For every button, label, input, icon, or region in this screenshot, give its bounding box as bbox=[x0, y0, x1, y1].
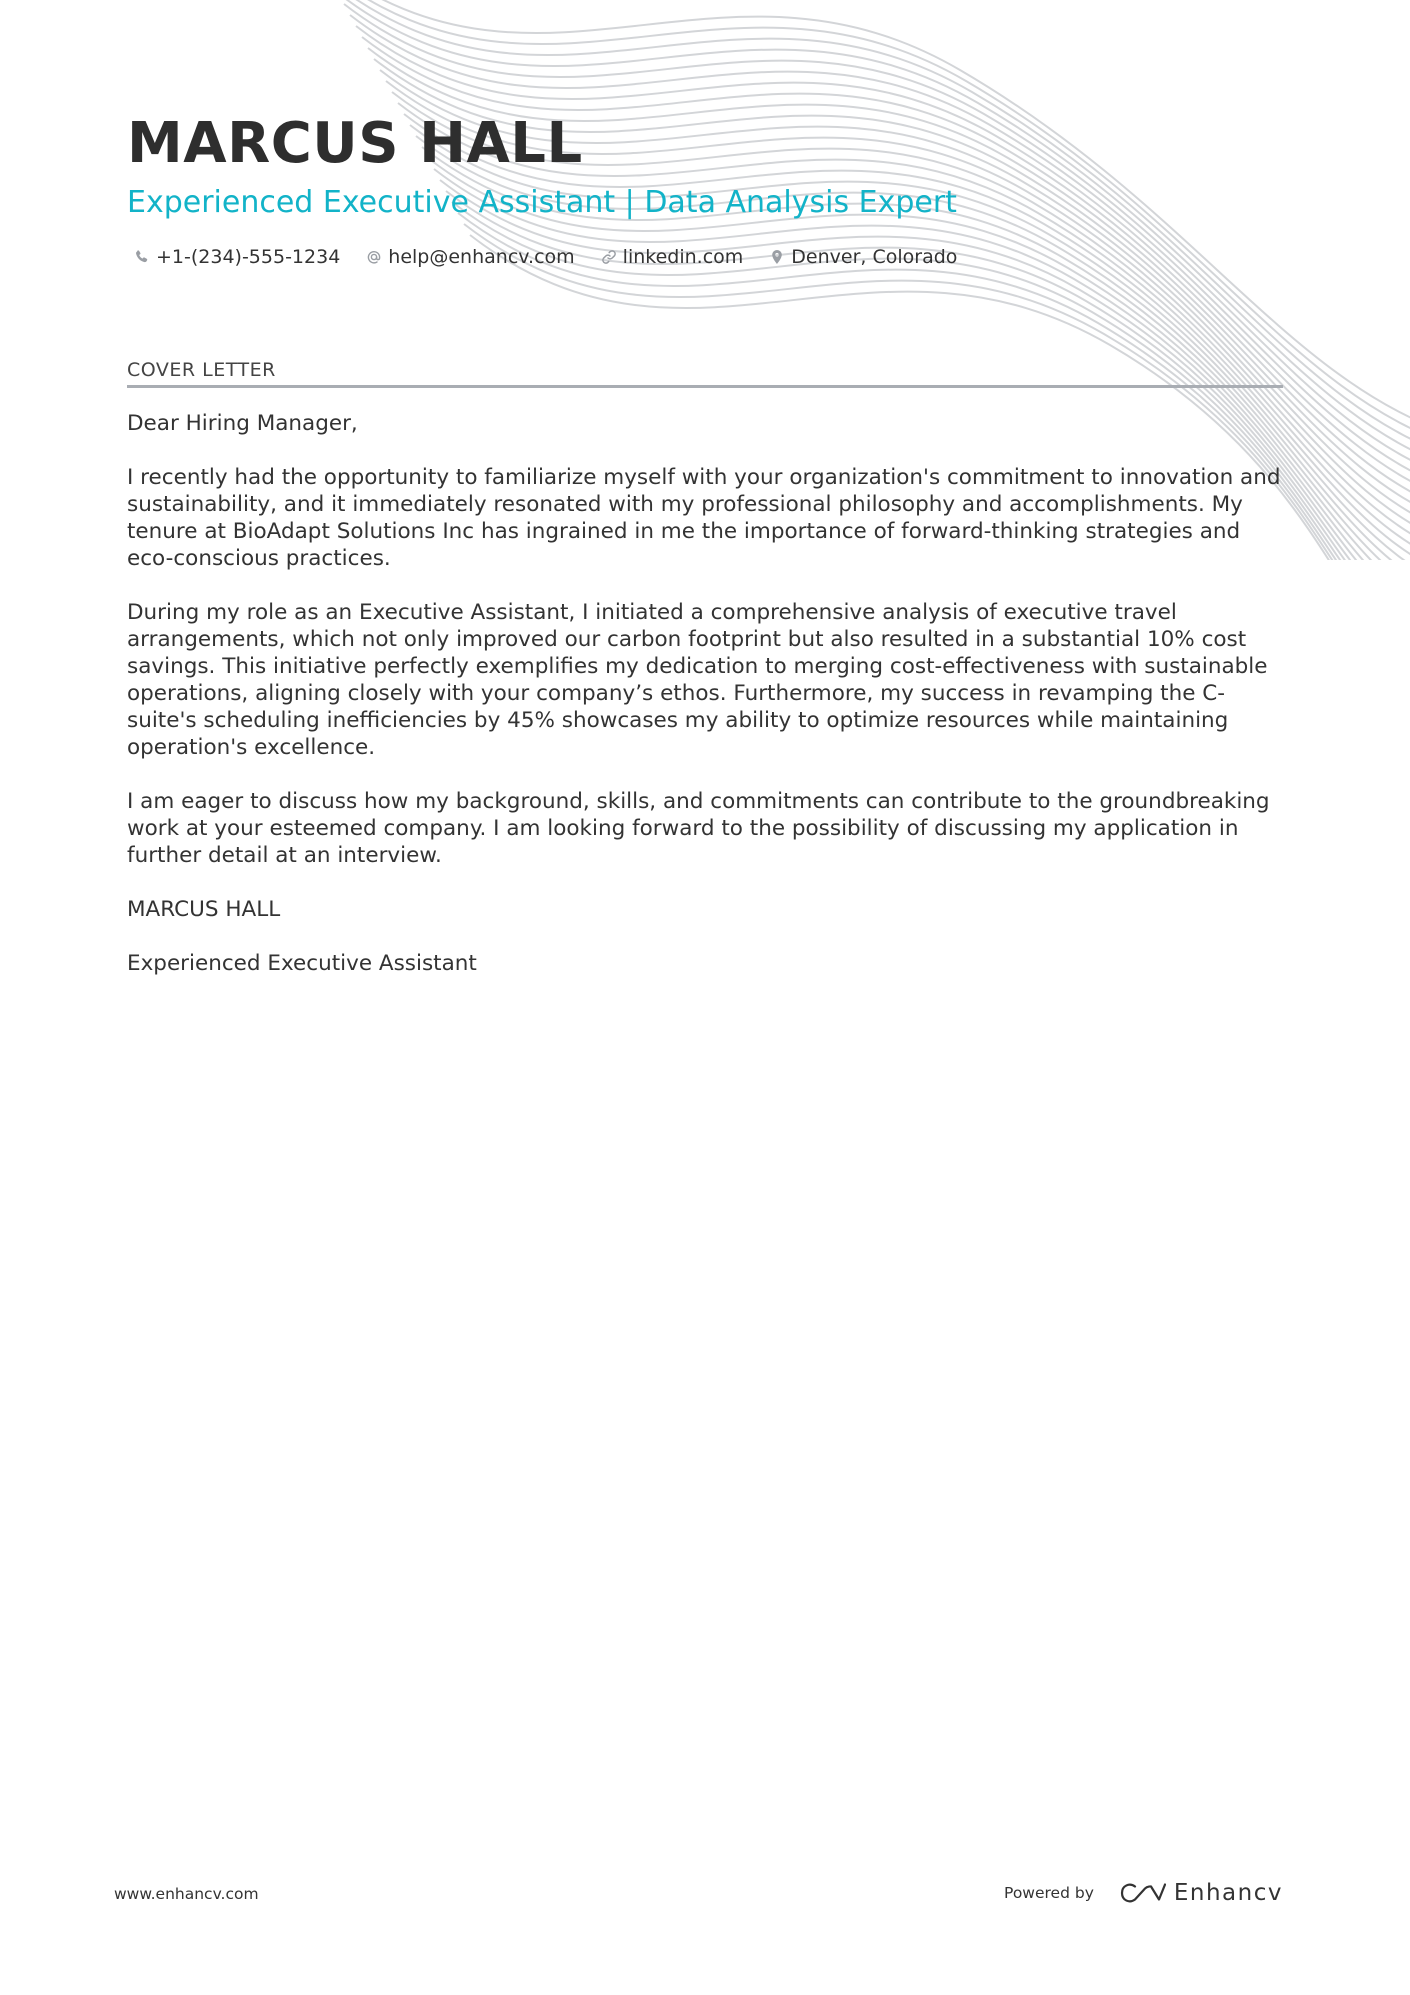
enhancv-logo[interactable] bbox=[1120, 1880, 1283, 1906]
enhancv-logo-icon bbox=[1120, 1881, 1166, 1905]
wave-line bbox=[338, 0, 1410, 473]
letter-greeting: Dear Hiring Manager, bbox=[127, 411, 358, 436]
contact-linkedin[interactable] bbox=[601, 246, 744, 268]
location-text: Denver, Colorado bbox=[791, 246, 958, 268]
wave-line bbox=[332, 0, 1410, 462]
letter-paragraph: I recently had the opportunity to familiarize myself with your organization's commitment to innovation and sustainability, and it immediately resonated with my professional philosophy and accomplishments. My tenure at BioAdapt Solutions Inc has ingrained in me the importance of forward-thinking strategies and eco-conscious practices. bbox=[127, 465, 1281, 571]
powered-by-label: Powered by bbox=[1004, 1884, 1094, 1902]
candidate-name: MARCUS HALL bbox=[127, 111, 583, 176]
link-icon bbox=[601, 249, 617, 265]
signature-title: Experienced Executive Assistant bbox=[127, 951, 477, 976]
contact-info bbox=[134, 242, 983, 272]
signature-name: MARCUS HALL bbox=[127, 897, 281, 922]
section-title-cover-letter: COVER LETTER bbox=[127, 357, 1283, 388]
candidate-headline: Experienced Executive Assistant | Data Analysis Expert bbox=[127, 185, 957, 220]
letter-paragraph: During my role as an Executive Assistant, I initiated a comprehensive analysis of executive travel arrangements, which not only improved our carbon footprint but also resulted in a substantial 10% cost savings. This initiative perfectly exemplifies my dedication to merging cost-effectiveness with sustainable operations, aligning closely with your company’s ethos. Furthermore, my success in revamping the C-suite's scheduling inefficiencies by 45% showcases my ability to optimize resources while maintaining operation's excellence. bbox=[127, 600, 1268, 760]
contact-location bbox=[769, 246, 957, 268]
linkedin-text: linkedin.com bbox=[622, 246, 744, 268]
footer-branding bbox=[1004, 1877, 1283, 1909]
phone-icon bbox=[134, 249, 150, 265]
letter-body bbox=[127, 410, 1287, 1004]
location-pin-icon bbox=[769, 249, 785, 265]
footer-website[interactable]: www.enhancv.com bbox=[114, 1885, 259, 1903]
email-text: help@enhancv.com bbox=[388, 246, 575, 268]
letter-paragraph: I am eager to discuss how my background, skills, and commitments can contribute to the groundbreaking work at your esteemed company. I am looking forward to the possibility of discussing my application in further detail at an interview. bbox=[127, 789, 1270, 868]
contact-email[interactable] bbox=[366, 246, 574, 268]
contact-phone[interactable] bbox=[134, 246, 340, 268]
phone-text: +1-(234)-555-1234 bbox=[156, 246, 341, 268]
enhancv-logo-text: Enhancv bbox=[1173, 1880, 1283, 1906]
at-icon bbox=[366, 249, 382, 265]
